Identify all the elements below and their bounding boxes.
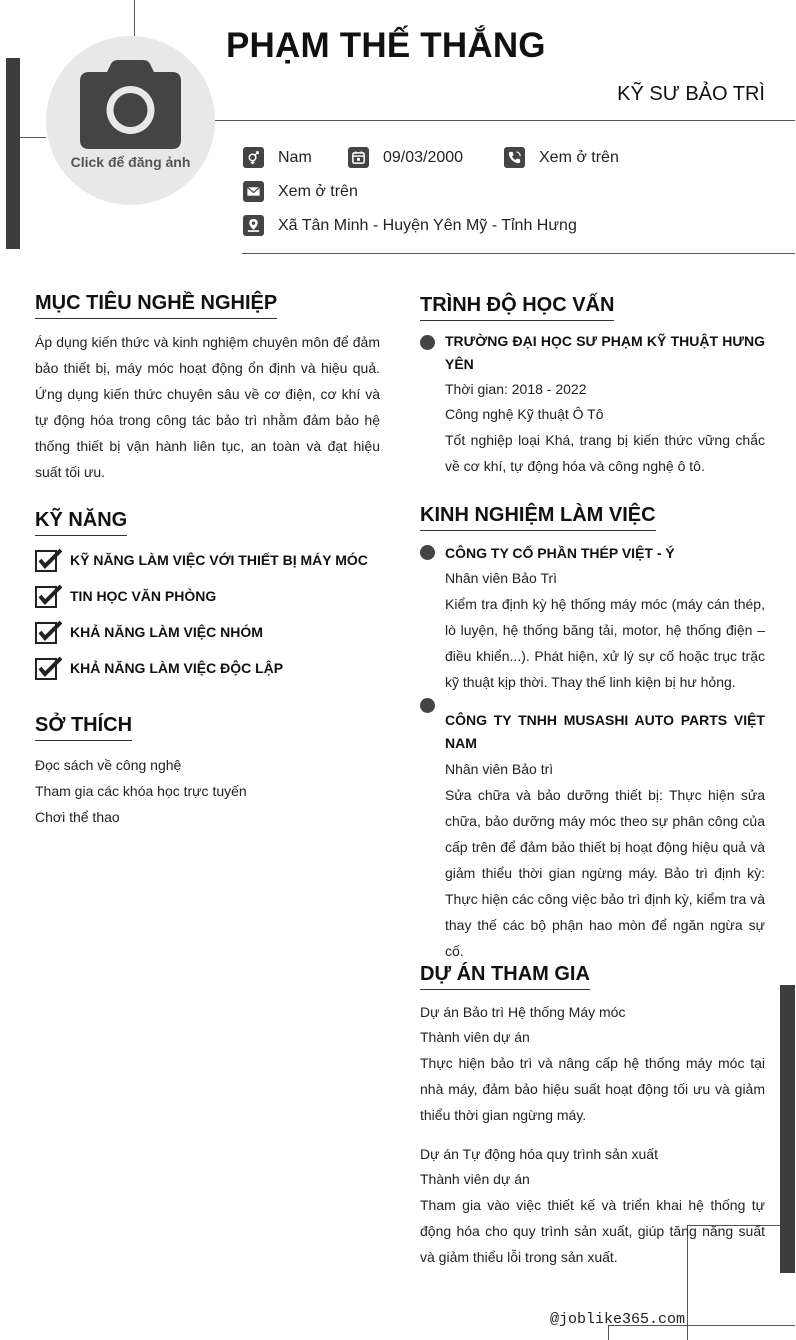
decor-bar-right — [780, 985, 795, 1273]
education-desc: Tốt nghiệp loại Khá, trang bị kiến thức vững chắc về cơ khí, tự động hóa và công nghệ ô tô. — [445, 432, 765, 474]
job-title: KỸ SƯ BẢO TRÌ — [617, 83, 765, 105]
candidate-name: PHẠM THẾ THẮNG — [226, 26, 546, 65]
project-role: Thành viên dự án — [420, 1171, 530, 1187]
school-name: TRƯỜNG ĐẠI HỌC SƯ PHẠM KỸ THUẬT HƯNG YÊN — [445, 333, 765, 372]
location-icon — [243, 215, 264, 236]
header-divider — [215, 120, 795, 121]
skill-item: KHẢ NĂNG LÀM VIỆC NHÓM — [35, 620, 263, 644]
skill-item: KỸ NĂNG LÀM VIỆC VỚI THIẾT BỊ MÁY MÓC — [35, 548, 368, 572]
calendar-icon — [348, 147, 369, 168]
info-gender — [243, 147, 312, 168]
decor-line-top — [134, 0, 135, 36]
timeline-dot — [420, 335, 435, 350]
avatar-upload[interactable] — [46, 36, 215, 205]
project-name: Dự án Tự động hóa quy trình sản xuất — [420, 1146, 658, 1162]
project-desc: Tham gia vào việc thiết kế và triển khai hệ thống tự động hóa cho quy trình sản xuất, giúp tăng năng suất và giảm thiểu lỗi trong sản xuất. — [420, 1197, 765, 1265]
objective-title: MỤC TIÊU NGHỀ NGHIỆP — [35, 292, 277, 319]
watermark: @joblike365.com — [550, 1311, 686, 1328]
job-position: Nhân viên Bảo trì — [445, 761, 554, 777]
company-name: CÔNG TY CỔ PHẦN THÉP VIỆT - Ý — [445, 545, 675, 561]
birthday-value: 09/03/2000 — [383, 148, 464, 166]
hobby-item: Chơi thể thao — [35, 809, 120, 825]
checkbox-checked-icon — [35, 548, 62, 572]
email-icon — [243, 181, 264, 202]
phone-value: Xem ở trên — [539, 148, 619, 166]
checkbox-checked-icon — [35, 656, 62, 680]
hobby-item: Đọc sách về công nghệ — [35, 757, 182, 773]
gender-icon — [243, 147, 264, 168]
education-time: Thời gian: 2018 - 2022 — [445, 381, 587, 397]
avatar-label: Click để đăng ảnh — [70, 154, 191, 170]
info-address — [243, 215, 577, 236]
info-phone — [504, 147, 619, 168]
info-email — [243, 181, 358, 202]
education-title: TRÌNH ĐỘ HỌC VẤN — [420, 294, 614, 321]
project-desc: Thực hiện bảo trì và nâng cấp hệ thống máy móc tại nhà máy, đảm bảo hiệu suất hoạt động tối ưu và giảm thiểu thời gian ngừng máy. — [420, 1055, 765, 1123]
objective-text: Áp dụng kiến thức và kinh nghiệm chuyên môn để đảm bảo thiết bị, máy móc hoạt động ổn định và hiệu quả. Ứng dụng kiến thức chuyên sâu về cơ điện, cơ khí và tự động hóa trong công tác bảo trì nhằm đảm bảo hệ thống thiết bị vận hành liên tục, an toàn và đạt hiệu suất tối ưu. — [35, 334, 380, 480]
info-birthday — [348, 147, 463, 168]
job-desc: Sửa chữa và bảo dưỡng thiết bị: Thực hiện sửa chữa, bảo dưỡng máy móc theo sự phân công của cấp trên để đảm bảo thiết bị hoạt động hiệu quả và giảm thiểu thời gian ngừng máy. Bảo trì định kỳ: Thực hiện các công việc bảo trì định kỳ, kiểm tra và thay thế các bộ phận hao mòn để ngăn ngừa sự cố. — [445, 787, 765, 959]
timeline-dot — [420, 545, 435, 560]
address-value: Xã Tân Minh - Huyện Yên Mỹ - Tỉnh Hưng — [278, 216, 577, 234]
skills-title: KỸ NĂNG — [35, 509, 127, 536]
company-name: CÔNG TY TNHH MUSASHI AUTO PARTS VIỆT NAM — [445, 712, 765, 751]
gender-value: Nam — [278, 148, 312, 166]
experience-title: KINH NGHIỆM LÀM VIỆC — [420, 504, 656, 531]
checkbox-checked-icon — [35, 620, 62, 644]
phone-icon — [504, 147, 525, 168]
job-desc: Kiểm tra định kỳ hệ thống máy móc (máy cán thép, lò luyện, hệ thống băng tải, motor, hệ thống điện – điều khiển...). Phát hiện, xử lý sự cố hoặc trục trặc kỹ thuật kịp thời. Thay thế linh kiện bị hư hỏng. — [445, 596, 765, 690]
project-name: Dự án Bảo trì Hệ thống Máy móc — [420, 1004, 626, 1020]
timeline-dot — [420, 698, 435, 713]
decor-bar-left — [6, 58, 20, 249]
job-position: Nhân viên Bảo Trì — [445, 570, 558, 586]
projects-title: DỰ ÁN THAM GIA — [420, 963, 590, 990]
decor-line-left — [20, 137, 46, 138]
hobbies-title: SỞ THÍCH — [35, 714, 132, 741]
project-role: Thành viên dự án — [420, 1029, 530, 1045]
education-major: Công nghệ Kỹ thuật Ô Tô — [445, 406, 604, 422]
email-value: Xem ở trên — [278, 182, 358, 200]
checkbox-checked-icon — [35, 584, 62, 608]
hobby-item: Tham gia các khóa học trực tuyến — [35, 783, 247, 799]
skill-item: KHẢ NĂNG LÀM VIỆC ĐỘC LẬP — [35, 656, 283, 680]
info-divider — [242, 253, 795, 254]
skill-item: TIN HỌC VĂN PHÒNG — [35, 584, 216, 608]
camera-icon — [80, 60, 181, 149]
